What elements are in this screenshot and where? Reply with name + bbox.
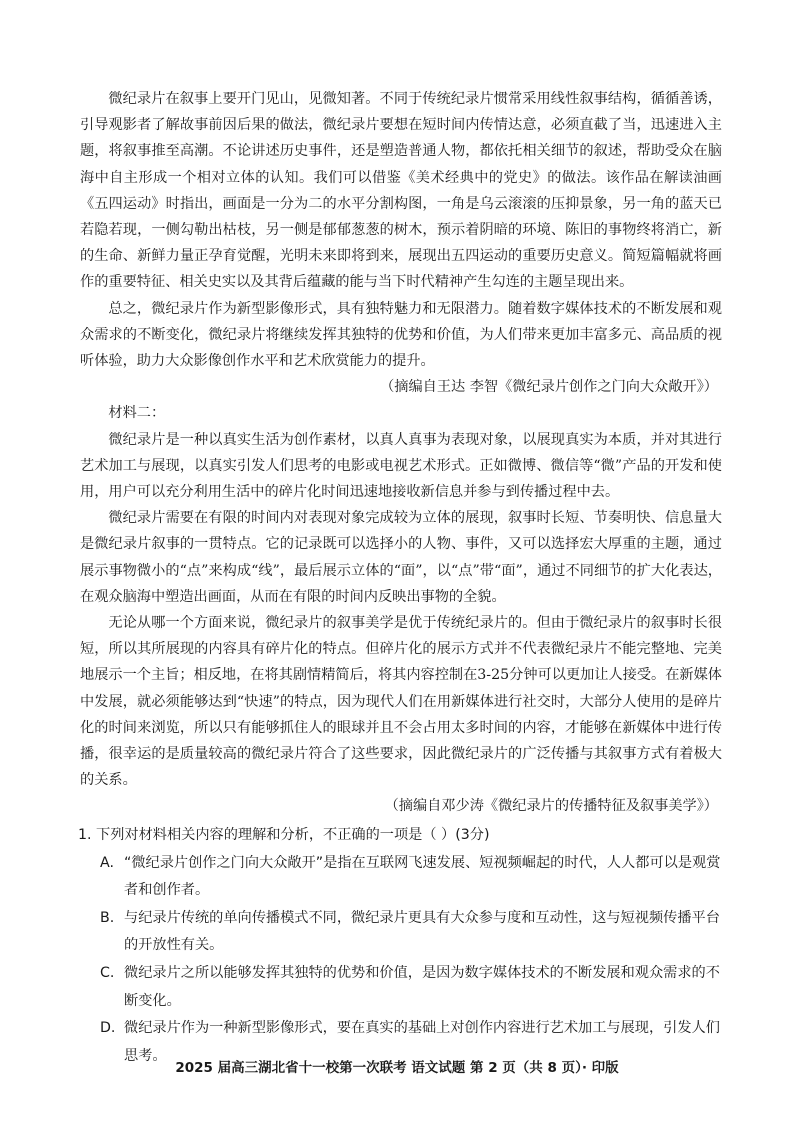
- material-one-source: （摘编自王达 李智《微纪录片创作之门向大众敞开》）: [380, 379, 718, 396]
- material-one-paragraph-1: 微纪录片在叙事上要开门见山，见微知著。不同于传统纪录片惯常采用线性叙事结构，循循善诱，引导观影者了解故事前因后果的做法，微纪录片要想在短时间内传情达意，必须直截了当，迅速进入主题，将叙事推至高潮。不论讲述历史事件，还是塑造普通人物，都依托相关细节的叙述，帮助受众在脑海中自主形成一个相对立体的认知。我们可以借鉴《美术经典中的党史》的做法。该作品在解读油画《五四运动》时指出，画面是一分为二的水平分割构图，一角是乌云滚滚的压抑景象，另一角的蓝天已若隐若现，一侧勾勒出枯枝，另一侧是郁郁葱葱的树木，预示着阴暗的环境、陈旧的事物终将消亡，新的生命、新鲜力量正孕育觉醒，光明未来即将到来，展现出五四运动的重要历史意义。简短篇幅就将画作的重要特征、相关史实以及其背后蕴藏的能与当下时代精神产生勾连的主题呈现出来。: [80, 91, 722, 291]
- question-1: [80, 822, 722, 1071]
- material-two-label: 材料二：: [108, 405, 166, 422]
- option-c-letter: C.: [100, 965, 115, 982]
- option-c: [80, 960, 722, 1015]
- material-two-paragraph-3: 无论从哪一个方面来说，微纪录片的叙事美学是优于传统纪录片的。但由于微纪录片的叙事时长很短，所以其所展现的内容具有碎片化的特点。但碎片化的展示方式并不代表微纪录片不能完整地、完美地展示一个主旨；相反地，在将其剧情精简后，将其内容控制在3-25分钟可以更加让人接受。在新媒体中发展，就必须能够达到“快速”的特点，因为现代人们在用新媒体进行社交时，大部分人使用的是碎片化的时间来浏览，所以只有能够抓住人的眼球并且不会占用太多时间的内容，才能够在新媒体中进行传播，很幸运的是质量较高的微纪录片符合了这些要求，因此微纪录片的广泛传播与其叙事方式有着极大的关系。: [80, 615, 722, 789]
- page-footer: 2025 届高三湖北省十一校第一次联考 语文试题 第 2 页（共 8 页）· 印版: [175, 1060, 619, 1076]
- question-options: [80, 850, 722, 1071]
- option-c-text: 微纪录片之所以能够发挥其独特的优势和价值，是因为数字媒体技术的不断发展和观众需求的不断变化。: [124, 965, 720, 1009]
- material-two-paragraph-2: 微纪录片需要在有限的时间内对表现对象完成较为立体的展现，叙事时长短、节奏明快、信息量大是微纪录片叙事的一贯特点。它的记录既可以选择小的人物、事件，又可以选择宏大厚重的主题，通过展示事物微小的“点”来构成“线”，最后展示立体的“面”，以“点”带“面”，通过不同细节的扩大化表达，在观众脑海中塑造出画面，从而在有限的时间内反映出事物的全貌。: [80, 510, 722, 605]
- option-d-text: 微纪录片作为一种新型影像形式，要在真实的基础上对创作内容进行艺术加工与展现，引发人们思考。: [124, 1020, 720, 1064]
- question-stem: 1. 下列对材料相关内容的理解和分析，不正确的一项是（ ）(3分): [78, 826, 490, 843]
- option-b-text: 与纪录片传统的单向传播模式不同，微纪录片更具有大众参与度和互动性，这与短视频传播平台的开放性有关。: [124, 909, 720, 954]
- option-a-letter: A.: [100, 854, 114, 871]
- material-one-paragraph-2: 总之，微纪录片作为新型影像形式，具有独特魅力和无限潜力。随着数字媒体技术的不断发展和观众需求的不断变化，微纪录片将继续发挥其独特的优势和价值，为人们带来更加丰富多元、高品质的视听体验，助力大众影像创作水平和艺术欣赏能力的提升。: [80, 300, 722, 370]
- option-a: [80, 850, 722, 905]
- option-b: [80, 905, 722, 960]
- material-two-paragraph-1: 微纪录片是一种以真实生活为创作素材，以真人真事为表现对象，以展现真实为本质，并对其进行艺术加工与展现，以真实引发人们思考的电影或电视艺术形式。正如微博、微信等“微”产品的开发和使用，用户可以充分利用生活中的碎片化时间迅速地接收新信息并参与到传播过程中去。: [80, 431, 722, 501]
- option-d-letter: D.: [100, 1020, 116, 1037]
- material-two-source: （摘编自邓少涛《微纪录片的传播特征及叙事美学》）: [384, 798, 718, 815]
- option-b-letter: B.: [100, 909, 115, 926]
- option-a-text: “微纪录片创作之门向大众敞开”是指在互联网飞速发展、短视频崛起的时代，人人都可以是观赏者和创作者。: [124, 854, 721, 899]
